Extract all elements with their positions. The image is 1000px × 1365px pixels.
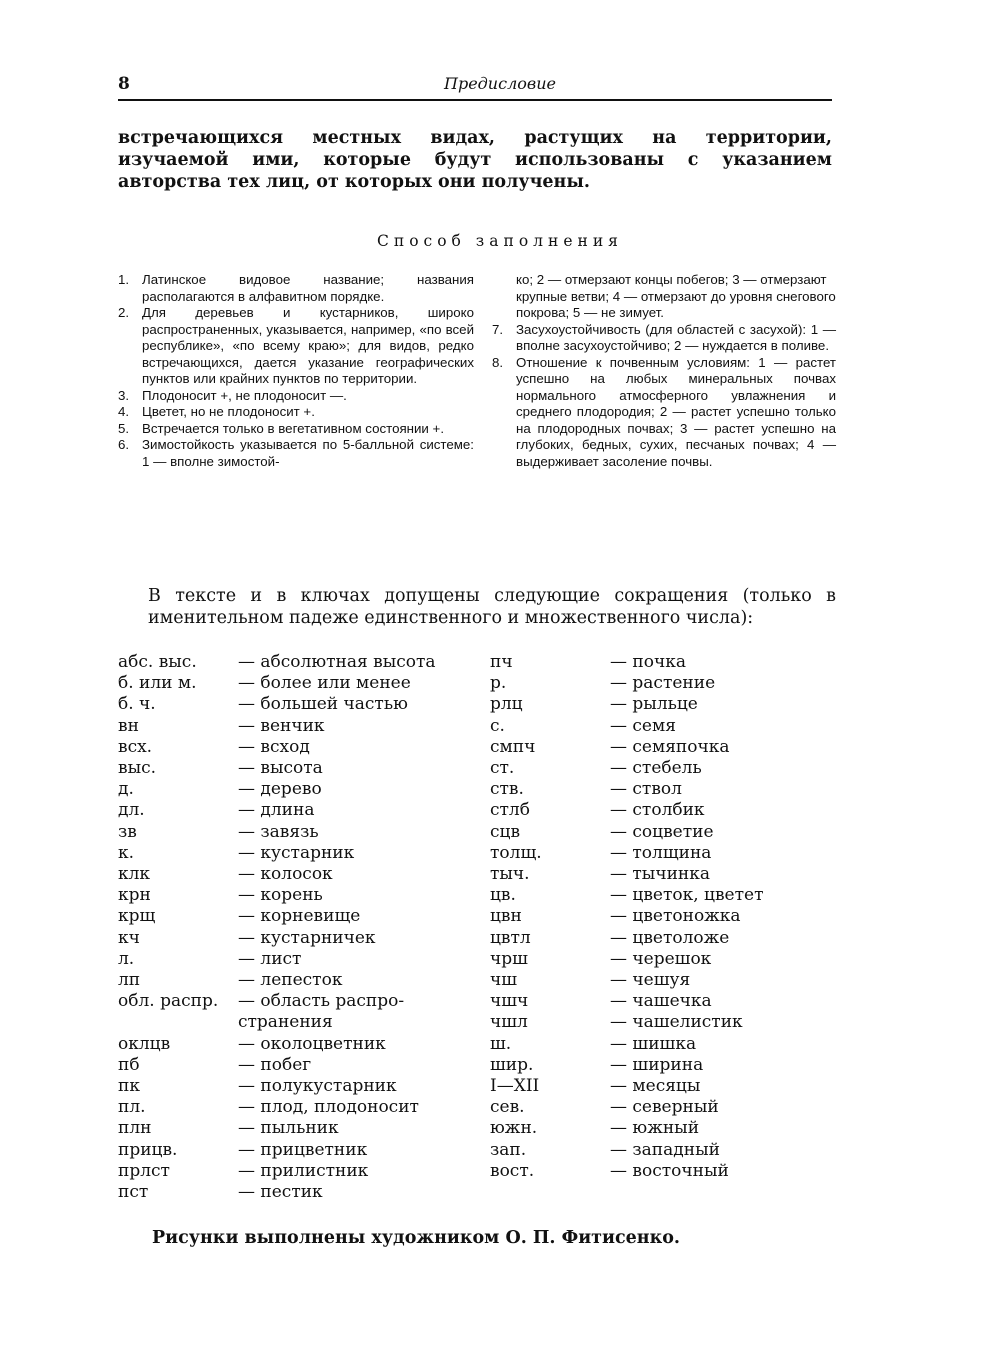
instructions-right-column <box>492 272 836 470</box>
abbreviation-meaning: — чешуя <box>610 970 691 991</box>
abbreviation-row <box>118 949 478 970</box>
abbreviation: вн <box>118 715 139 736</box>
abbreviation-meaning: — область распро- <box>238 991 405 1012</box>
abbreviation: чш <box>490 970 518 991</box>
abbreviation-row <box>118 652 478 673</box>
item-number: 6. <box>118 437 130 452</box>
abbreviation-meaning: — соцветие <box>610 821 714 842</box>
abbreviation-meaning: — всход <box>238 736 310 757</box>
illustrations-credit: Рисунки выполнены художником О. П. Фитисенко. <box>152 1228 681 1248</box>
abbreviation-meaning: — семя <box>610 715 676 736</box>
abbreviation: южн. <box>490 1118 538 1139</box>
abbreviation-row <box>490 928 840 949</box>
item-text: Отношение к почвенным условиям: 1 — растет успешно на любых минеральных почвах нормального атмосферного увлажнения и среднего плодородия; 2 — растет успешно только на плодородных почвах; 3 — растет успешно на глубоких, бедных, сухих, песчаных почвах; 4 — выдерживает засоление почвы. <box>516 354 836 469</box>
item-text: Для деревьев и кустарников, широко распространенных, указывается, например, «по всей республике», «по всему краю»; для видов, редко встречающихся, дается указание географических пунктов или крайних пунктов по территории. <box>142 305 474 386</box>
numbered-item <box>118 437 474 470</box>
abbreviation-row <box>118 885 478 906</box>
abbreviations-left-column <box>118 652 478 1203</box>
item-text: Зимостойкость указывается по 5-балльной системе: 1 — вполне зимостой- <box>142 437 474 469</box>
item-number: 8. <box>492 354 504 370</box>
abbreviation-row <box>490 1076 840 1097</box>
abbreviation-row <box>490 800 840 821</box>
item-number: 3. <box>118 387 130 403</box>
item-number: 4. <box>118 404 130 419</box>
abbreviation-row <box>490 991 840 1012</box>
abbreviation: цв. <box>490 885 516 906</box>
abbreviation-row <box>490 652 840 673</box>
abbreviation: зап. <box>490 1139 527 1160</box>
abbreviation-meaning: — месяцы <box>610 1076 701 1097</box>
numbered-item <box>492 322 836 355</box>
abbreviation: чшл <box>490 1012 528 1033</box>
abbreviation-row <box>490 694 840 715</box>
abbreviation-meaning: — корневище <box>238 906 361 927</box>
abbreviation-meaning: — чашелистик <box>610 1012 743 1033</box>
item-text: Латинское видовое название; названия располагаются в алфавитном порядке. <box>142 272 474 304</box>
item-text: Засухоустойчивость (для областей с засухой): 1 — вполне засухоустойчиво; 2 — нуждается в поливе. <box>516 321 836 353</box>
abbreviation-row <box>490 737 840 758</box>
abbreviation-meaning: — шишка <box>610 1033 697 1054</box>
abbreviation: обл. распр. <box>118 991 219 1012</box>
abbreviation-meaning: — южный <box>610 1118 700 1139</box>
abbreviation: цвтл <box>490 927 531 948</box>
abbreviation-row <box>118 694 478 715</box>
abbreviation-row <box>490 716 840 737</box>
abbreviation-row <box>490 1012 840 1033</box>
abbreviation-row <box>118 1118 478 1139</box>
abbreviation: клк <box>118 864 151 885</box>
abbreviation: чшч <box>490 991 529 1012</box>
abbreviation: сев. <box>490 1097 525 1118</box>
abbreviation-row-continued <box>118 1012 478 1033</box>
abbreviation: смпч <box>490 736 536 757</box>
abbreviation-row <box>490 1097 840 1118</box>
abbreviation-row <box>118 800 478 821</box>
abbreviation: прлст <box>118 1160 170 1181</box>
abbreviation-meaning: — высота <box>238 758 323 779</box>
abbreviation-meaning: — цветок, цветет <box>610 885 764 906</box>
abbreviation: плн <box>118 1118 152 1139</box>
item-text: Встречается только в вегетативном состоянии +. <box>142 420 445 436</box>
abbreviation: шир. <box>490 1054 534 1075</box>
numbered-item <box>118 272 474 305</box>
abbreviation-meaning: — большей частью <box>238 694 408 715</box>
abbreviation-row <box>118 991 478 1012</box>
abbreviation: всх. <box>118 736 153 757</box>
page-number: 8 <box>118 74 130 94</box>
abbreviation-row <box>490 949 840 970</box>
abbreviation-meaning: — прилистник <box>238 1160 369 1181</box>
abbreviation-row <box>118 779 478 800</box>
abbreviation-meaning: — полукустарник <box>238 1076 397 1097</box>
abbreviation: вост. <box>490 1160 535 1181</box>
abbreviation-row <box>118 1034 478 1055</box>
abbreviation-meaning: — цветоложе <box>610 927 730 948</box>
abbreviations-right-column <box>490 652 840 1182</box>
numbered-item <box>492 355 836 471</box>
abbreviation-row <box>118 843 478 864</box>
header-rule <box>118 99 832 101</box>
intro-paragraph: встречающихся местных видах, растущих на территории, изучаемой ими, которые будут использованы с указанием авторства тех лиц, от которых они получены. <box>118 128 832 192</box>
abbreviation: кч <box>118 927 140 948</box>
abbreviation: оклцв <box>118 1033 171 1054</box>
abbreviation-meaning: — лист <box>238 948 302 969</box>
abbreviation-row <box>118 1055 478 1076</box>
item-text: Цветет, но не плодоносит +. <box>142 404 315 419</box>
abbreviation-row <box>118 906 478 927</box>
abbreviation-row <box>490 1118 840 1139</box>
abbreviations-intro: В тексте и в ключах допущены следующие сокращения (только в именительном падеже единственного и множественного числа): <box>148 586 836 628</box>
abbreviation: пл. <box>118 1097 146 1118</box>
abbreviation-row <box>490 970 840 991</box>
abbreviation-meaning: — дерево <box>238 779 322 800</box>
continuation-text: ко; 2 — отмерзают концы побегов; 3 — отмерзают крупные ветви; 4 — отмерзают до уровня снегового покрова; 5 — не зимует. <box>516 272 836 320</box>
abbreviation: л. <box>118 948 135 969</box>
abbreviation-row <box>118 822 478 843</box>
abbreviation: к. <box>118 842 135 863</box>
abbreviation-row <box>490 906 840 927</box>
abbreviation-row <box>490 885 840 906</box>
abbreviation-meaning: — прицветник <box>238 1139 368 1160</box>
abbreviation: б. ч. <box>118 694 156 715</box>
abbreviation: б. или м. <box>118 673 197 694</box>
abbreviation-row <box>118 673 478 694</box>
abbreviation-row <box>118 1097 478 1118</box>
numbered-item <box>118 404 474 421</box>
section-heading: Способ заполнения <box>377 232 623 250</box>
numbered-item <box>118 388 474 405</box>
abbreviation-meaning: — кустарник <box>238 842 355 863</box>
abbreviation-meaning: — кустарничек <box>238 927 376 948</box>
running-title: Предисловие <box>444 74 556 93</box>
abbreviation-row <box>118 1161 478 1182</box>
abbreviation-meaning: — длина <box>238 800 315 821</box>
abbreviation-meaning: — лепесток <box>238 970 343 991</box>
abbreviation-meaning: — завязь <box>238 821 319 842</box>
abbreviation: выс. <box>118 758 157 779</box>
abbreviation: прицв. <box>118 1139 178 1160</box>
abbreviation: ш. <box>490 1033 512 1054</box>
abbreviation-meaning: — плод, плодоносит <box>238 1097 419 1118</box>
abbreviation: ств. <box>490 779 524 800</box>
abbreviation-row <box>490 843 840 864</box>
abbreviation: толщ. <box>490 842 542 863</box>
abbreviation: крщ <box>118 906 156 927</box>
abbreviation-row <box>490 673 840 694</box>
abbreviation-meaning: — северный <box>610 1097 719 1118</box>
abbreviation-row <box>118 716 478 737</box>
abbreviation-meaning: — ширина <box>610 1054 704 1075</box>
abbreviation-row <box>118 1140 478 1161</box>
abbreviation: с. <box>490 715 505 736</box>
abbreviation-row <box>490 1055 840 1076</box>
numbered-item <box>118 305 474 388</box>
abbreviation-meaning: — пыльник <box>238 1118 339 1139</box>
abbreviation-row <box>490 779 840 800</box>
abbreviation-row <box>118 864 478 885</box>
abbreviation-row <box>490 1140 840 1161</box>
abbreviation: тыч. <box>490 864 530 885</box>
abbreviation-meaning: — абсолютная высота <box>238 652 436 672</box>
abbreviation-meaning: — рыльце <box>610 694 698 715</box>
abbreviation-meaning: — цветоножка <box>610 906 741 927</box>
abbreviation-meaning: — ствол <box>610 779 682 800</box>
abbreviation: лп <box>118 970 141 991</box>
abbreviation-row <box>490 822 840 843</box>
instructions-left-column <box>118 272 474 470</box>
numbered-item <box>118 421 474 438</box>
abbreviation: дл. <box>118 800 145 821</box>
abbreviation-meaning: — более или менее <box>238 673 411 694</box>
abbreviation: ст. <box>490 758 515 779</box>
item-number: 5. <box>118 420 130 436</box>
abbreviation-meaning: — семяпочка <box>610 736 730 757</box>
abbreviation-meaning: — стебель <box>610 758 702 779</box>
abbreviation: пк <box>118 1076 140 1097</box>
abbreviation-meaning: — тычинка <box>610 864 710 885</box>
item-number: 7. <box>492 321 504 337</box>
abbreviation-row <box>118 928 478 949</box>
abbreviation: сцв <box>490 821 521 842</box>
abbreviation-row <box>490 864 840 885</box>
abbreviation: абс. выс. <box>118 652 197 672</box>
abbreviation-meaning: — западный <box>610 1139 720 1160</box>
abbreviation-meaning: — побег <box>238 1054 312 1075</box>
abbreviation-meaning: — черешок <box>610 948 712 969</box>
abbreviation: пб <box>118 1054 140 1075</box>
abbreviation-spacer <box>118 1012 238 1033</box>
abbreviation: зв <box>118 821 137 842</box>
abbreviation-row <box>490 1161 840 1182</box>
abbreviation-meaning: — околоцветник <box>238 1033 386 1054</box>
abbreviation: стлб <box>490 800 530 821</box>
abbreviation-row <box>118 1182 478 1203</box>
abbreviation-row <box>118 970 478 991</box>
abbreviation: чрш <box>490 948 528 969</box>
abbreviation-meaning: — колосок <box>238 864 333 885</box>
abbreviation-meaning: — венчик <box>238 715 325 736</box>
abbreviation: цвн <box>490 906 522 927</box>
abbreviation-meaning-continued: странения <box>238 1012 333 1033</box>
abbreviation: д. <box>118 779 134 800</box>
abbreviation: пч <box>490 652 513 672</box>
abbreviation-row <box>118 758 478 779</box>
abbreviation-row <box>118 1076 478 1097</box>
abbreviation-row <box>490 758 840 779</box>
abbreviation-row <box>118 737 478 758</box>
abbreviation: крн <box>118 885 151 906</box>
item-number: 1. <box>118 272 130 287</box>
abbreviation: пст <box>118 1182 149 1203</box>
abbreviation-meaning: — восточный <box>610 1160 729 1181</box>
abbreviation-meaning: — толщина <box>610 842 712 863</box>
abbreviation-meaning: — столбик <box>610 800 705 821</box>
abbreviation: I—XII <box>490 1076 540 1097</box>
abbreviation-row <box>490 1034 840 1055</box>
abbreviation-meaning: — корень <box>238 885 323 906</box>
abbreviation-meaning: — почка <box>610 652 686 672</box>
item-number: 2. <box>118 305 130 320</box>
abbreviation-meaning: — чашечка <box>610 991 712 1012</box>
abbreviation-meaning: — пестик <box>238 1182 323 1203</box>
item-text: Плодоносит +, не плодоносит —. <box>142 387 347 403</box>
abbreviation: рлц <box>490 694 523 715</box>
abbreviation: р. <box>490 673 507 694</box>
abbreviation-meaning: — растение <box>610 673 716 694</box>
